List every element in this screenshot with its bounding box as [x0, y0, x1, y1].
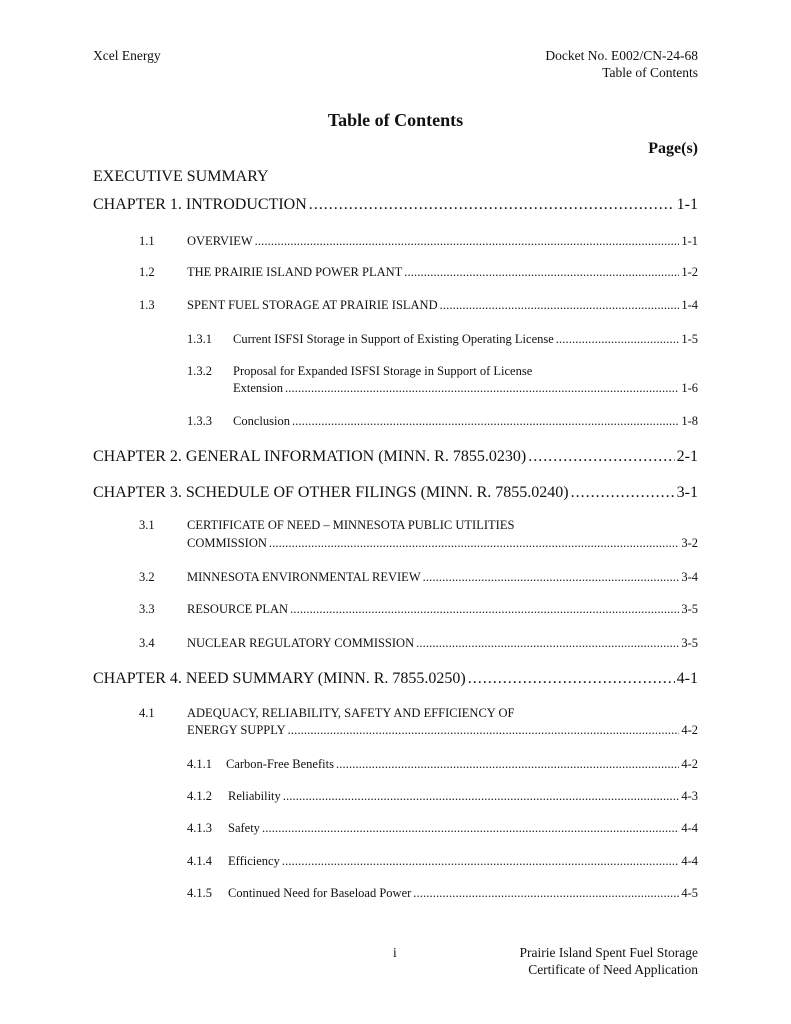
dot-leader: [309, 196, 675, 214]
toc-section-1-3-3[interactable]: [233, 414, 698, 429]
toc-entry-label: Safety: [228, 821, 260, 835]
toc-page-number: 1-8: [681, 414, 698, 428]
toc-section-1-3[interactable]: [187, 298, 698, 313]
toc-entry-label: NUCLEAR REGULATORY COMMISSION: [187, 636, 415, 650]
toc-page-number: 1-2: [681, 265, 698, 279]
dot-leader: [282, 854, 680, 869]
toc-entry-label: Continued Need for Baseload Power: [228, 886, 412, 900]
toc-chapter-4[interactable]: [93, 670, 698, 688]
toc-section-4-1-4[interactable]: [228, 854, 698, 869]
dot-leader: [556, 332, 680, 347]
dot-leader: [440, 298, 680, 313]
toc-section-number: 1.3: [139, 298, 155, 312]
toc-section-4-1-1[interactable]: [226, 757, 698, 772]
dot-leader: [336, 757, 679, 772]
dot-leader: [468, 670, 675, 688]
toc-section-1-3-1[interactable]: [233, 332, 698, 347]
toc-entry-label-line2: COMMISSION: [187, 536, 267, 550]
toc-page-number: 4-1: [676, 670, 698, 687]
dot-leader: [292, 414, 679, 429]
toc-entry-label: THE PRAIRIE ISLAND POWER PLANT: [187, 265, 403, 279]
toc-page-number: 4-2: [681, 757, 698, 771]
toc-section-3-1[interactable]: [187, 536, 698, 551]
dot-leader: [290, 602, 679, 617]
toc-section-3-3[interactable]: [187, 602, 698, 617]
pages-column-label: Page(s): [648, 140, 698, 157]
toc-section-3-4[interactable]: [187, 636, 698, 651]
toc-section-number: 4.1.2: [187, 789, 212, 803]
header-section: Table of Contents: [602, 65, 698, 80]
toc-page-number: 2-1: [676, 448, 698, 465]
toc-page-number: 3-5: [681, 636, 698, 650]
toc-entry-label: CHAPTER 1. INTRODUCTION: [93, 196, 307, 213]
dot-leader: [288, 723, 680, 738]
toc-section-number: 3.3: [139, 602, 155, 616]
toc-section-1-3-2[interactable]: [233, 381, 698, 396]
toc-entry-label: CHAPTER 3. SCHEDULE OF OTHER FILINGS (MINN. R. 7855.0240): [93, 484, 569, 501]
toc-section-4-1-2[interactable]: [228, 789, 698, 804]
toc-entry-label: Reliability: [228, 789, 281, 803]
toc-section-number: 3.1: [139, 518, 155, 532]
toc-page-number: 3-5: [681, 602, 698, 616]
dot-leader: [285, 381, 679, 396]
toc-chapter-2[interactable]: [93, 448, 698, 466]
toc-section-1-1[interactable]: [187, 234, 698, 249]
toc-page-number: 1-4: [681, 298, 698, 312]
toc-entry-label-line2: Extension: [233, 381, 283, 395]
toc-page-number: 1-5: [681, 332, 698, 346]
footer-doc-title-line1: Prairie Island Spent Fuel Storage: [519, 945, 698, 960]
footer-doc-title-line2: Certificate of Need Application: [528, 962, 698, 977]
toc-section-4-1[interactable]: [187, 723, 698, 738]
dot-leader: [262, 821, 679, 836]
toc-entry-label: MINNESOTA ENVIRONMENTAL REVIEW: [187, 570, 421, 584]
toc-section-number: 4.1: [139, 706, 155, 720]
toc-page-number: 4-4: [681, 854, 698, 868]
toc-entry-label: CHAPTER 2. GENERAL INFORMATION (MINN. R. 7855.0230): [93, 448, 527, 465]
toc-section-number: 1.1: [139, 234, 155, 248]
toc-page-number: 4-3: [681, 789, 698, 803]
footer-page-number: i: [393, 945, 397, 960]
dot-leader: [413, 886, 679, 901]
toc-page-number: 4-5: [681, 886, 698, 900]
toc-section-number: 4.1.3: [187, 821, 212, 835]
toc-entry-label: Conclusion: [233, 414, 290, 428]
toc-section-number: 4.1.4: [187, 854, 212, 868]
toc-entry-label: Efficiency: [228, 854, 280, 868]
toc-page-number: 1-1: [676, 196, 698, 213]
toc-section-number: 1.2: [139, 265, 155, 279]
toc-chapter-3[interactable]: [93, 484, 698, 502]
executive-summary-entry[interactable]: EXECUTIVE SUMMARY: [93, 168, 269, 185]
dot-leader: [404, 265, 679, 280]
toc-section-4-1-3[interactable]: [228, 821, 698, 836]
dot-leader: [423, 570, 680, 585]
toc-section-number: 4.1.5: [187, 886, 212, 900]
toc-page-number: 3-4: [681, 570, 698, 584]
toc-entry-label-line1[interactable]: ADEQUACY, RELIABILITY, SAFETY AND EFFICIENCY OF: [187, 706, 515, 720]
toc-page-number: 4-4: [681, 821, 698, 835]
toc-section-number: 3.2: [139, 570, 155, 584]
toc-entry-label-line1[interactable]: Proposal for Expanded ISFSI Storage in Support of License: [233, 364, 533, 378]
toc-section-number: 4.1.1: [187, 757, 212, 771]
dot-leader: [255, 234, 680, 249]
dot-leader: [528, 448, 674, 466]
toc-page-number: 4-2: [681, 723, 698, 737]
toc-section-1-2[interactable]: [187, 265, 698, 280]
toc-entry-label: Carbon-Free Benefits: [226, 757, 334, 771]
dot-leader: [283, 789, 680, 804]
toc-entry-label: RESOURCE PLAN: [187, 602, 289, 616]
toc-entry-label-line2: ENERGY SUPPLY: [187, 723, 286, 737]
toc-entry-label-line1[interactable]: CERTIFICATE OF NEED – MINNESOTA PUBLIC UTILITIES: [187, 518, 515, 532]
toc-entry-label: Current ISFSI Storage in Support of Existing Operating License: [233, 332, 554, 346]
header-docket: Docket No. E002/CN-24-68: [545, 48, 698, 63]
toc-section-3-2[interactable]: [187, 570, 698, 585]
dot-leader: [571, 484, 675, 502]
toc-section-number: 1.3.1: [187, 332, 212, 346]
toc-section-4-1-5[interactable]: [228, 886, 698, 901]
toc-entry-label: OVERVIEW: [187, 234, 253, 248]
toc-section-number: 3.4: [139, 636, 155, 650]
dot-leader: [416, 636, 679, 651]
toc-page-number: 1-1: [681, 234, 698, 248]
toc-section-number: 1.3.2: [187, 364, 212, 378]
page-title: Table of Contents: [327, 110, 464, 130]
toc-chapter-1[interactable]: [93, 196, 698, 214]
header-company: Xcel Energy: [93, 48, 161, 63]
toc-page-number: 3-2: [681, 536, 698, 550]
dot-leader: [269, 536, 679, 551]
toc-entry-label: SPENT FUEL STORAGE AT PRAIRIE ISLAND: [187, 298, 438, 312]
toc-page-number: 1-6: [681, 381, 698, 395]
toc-entry-label: CHAPTER 4. NEED SUMMARY (MINN. R. 7855.0250): [93, 670, 466, 687]
toc-page-number: 3-1: [676, 484, 698, 501]
toc-section-number: 1.3.3: [187, 414, 212, 428]
